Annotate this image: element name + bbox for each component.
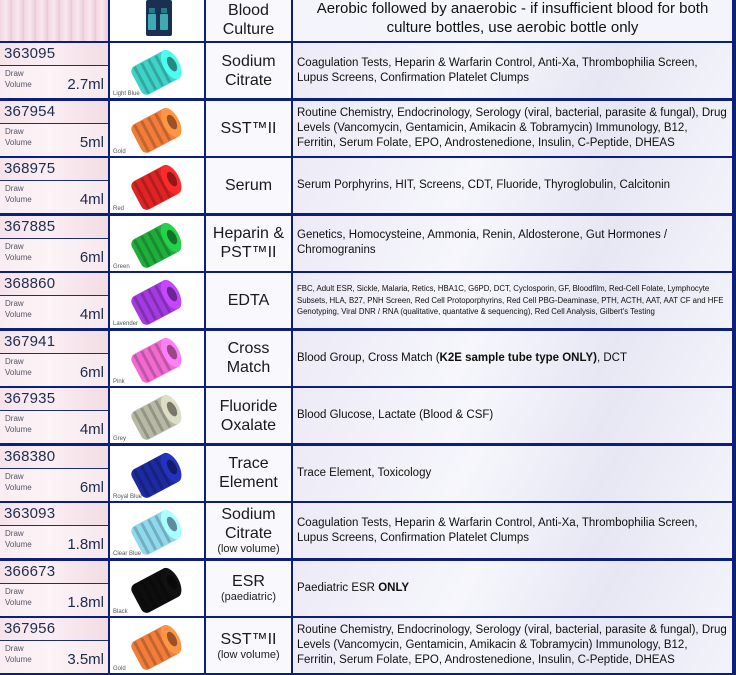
draw-volume-value: 4ml (79, 306, 104, 323)
code-cell (0, 273, 108, 328)
tube-name-cell (206, 503, 291, 558)
cap-color-name: Gold (113, 148, 126, 155)
tube-name-line: Sodium (221, 52, 276, 70)
draw-volume-label: Draw Volume (5, 471, 32, 492)
tube-name-cell (206, 618, 291, 673)
order-code: 363093 (4, 505, 56, 522)
tube-name-cell (206, 561, 291, 616)
code-cell (0, 101, 108, 156)
tube-cap-icon (122, 46, 192, 96)
tube-row (0, 503, 736, 560)
tube-name-cell (206, 331, 291, 386)
cap-color-name: Lavender (113, 321, 139, 327)
cap-color-name: Grey (113, 436, 127, 442)
tube-name-line: Heparin & (212, 225, 285, 242)
tube-cap-icon (122, 334, 192, 384)
code-cell (0, 618, 108, 673)
cap-color-name: Royal Blue (113, 493, 143, 500)
tube-name-line: Cross (227, 340, 270, 357)
draw-volume-label: Draw Volume (5, 69, 32, 89)
tube-name-line: SST™II (220, 119, 277, 137)
draw-volume-label: Draw Volume (5, 126, 32, 147)
code-cell (0, 388, 108, 443)
usage-text: Blood Group, Cross Match (K2E sample tube type ONLY), DCT (297, 351, 627, 364)
usage-text: Routine Chemistry, Endocrinology, Serology (viral, bacterial, parasite & fungal), Drug Levels (Vancomycin, Gentamicin, Amikacin & Tobramycin) Immunology, B12, Ferritin, Serum Folate, EPO, Androstenedione, Insulin, C-Peptide, DHEAS (297, 106, 727, 149)
code-cell (0, 331, 108, 386)
tube-cap-icon (122, 621, 192, 671)
draw-volume-value: 5ml (79, 133, 104, 151)
usage-cell (293, 43, 732, 98)
usage-text: Routine Chemistry, Endocrinology, Serology (viral, bacterial, parasite & fungal), Drug Levels (Vancomycin, Gentamicin, Amikacin & Tobramycin) Immunology, B12, Ferritin, Serum Folate, EPO, Androstenedione, Insulin, C-Peptide, DHEAS (297, 624, 727, 666)
draw-volume-value: 4ml (79, 191, 104, 208)
cap-cell (110, 273, 204, 328)
tube-name-line: Match (226, 359, 271, 376)
tube-name-line: Fluoride (219, 397, 278, 415)
usage-cell (293, 331, 732, 386)
draw-volume-box (0, 525, 108, 558)
tube-row (0, 561, 736, 618)
cap-cell (110, 503, 204, 558)
tube-cap-icon (122, 219, 192, 269)
usage-text: Paediatric ESR ONLY (297, 581, 410, 594)
tube-cap-icon (122, 276, 192, 326)
draw-volume-box (0, 180, 108, 213)
draw-volume-label: Draw Volume (5, 241, 32, 262)
tube-name-line: SST™II (220, 630, 277, 648)
usage-cell (293, 273, 732, 328)
usage-cell (293, 618, 732, 673)
usage-text: Aerobic followed by anaerobic - if insufficient blood for both culture bottles, use aerobic bottle only (316, 0, 709, 36)
cap-color-name: Light Blue (113, 91, 140, 97)
usage-cell (293, 101, 732, 156)
code-cell (0, 158, 108, 213)
usage-bold-text: K2E sample tube type ONLY) (439, 351, 597, 364)
order-code: 363095 (4, 45, 56, 62)
tube-row (0, 331, 736, 388)
tube-name-line: Culture (222, 21, 275, 38)
tube-name-line: Element (219, 474, 278, 491)
tube-row (0, 158, 736, 215)
draw-volume-label: Draw Volume (5, 356, 32, 377)
order-code: 367954 (4, 102, 56, 120)
tube-row (0, 388, 736, 445)
draw-volume-value: 6ml (79, 478, 104, 496)
draw-volume-label: Draw Volume (5, 414, 32, 434)
usage-text: Trace Element, Toxicology (297, 466, 432, 479)
tube-name-sub: (low volume) (217, 543, 280, 555)
draw-volume-label: Draw Volume (5, 644, 32, 664)
draw-volume-box (0, 410, 108, 443)
draw-volume-label: Draw Volume (5, 299, 32, 319)
draw-volume-box (0, 640, 108, 673)
usage-cell (293, 503, 732, 558)
cap-cell (110, 561, 204, 616)
cap-cell (110, 158, 204, 213)
tube-name-sub: (paediatric) (220, 591, 277, 603)
usage-cell (293, 0, 732, 41)
code-cell (0, 446, 108, 501)
tube-cap-icon (122, 449, 192, 499)
cap-cell (110, 43, 204, 98)
draw-volume-box (0, 583, 108, 616)
usage-cell (293, 446, 732, 501)
order-code: 366673 (4, 562, 56, 580)
order-code: 368975 (4, 160, 56, 177)
tube-cap-icon (122, 161, 192, 211)
tube-name-line: Citrate (224, 71, 273, 89)
tube-cap-icon (122, 104, 192, 154)
blood-culture-row (0, 0, 736, 41)
draw-volume-box (0, 65, 108, 98)
tube-name-line: Blood (228, 2, 269, 19)
tube-name-line: Trace (228, 455, 269, 472)
tube-name-sub: (low volume) (217, 648, 280, 661)
usage-text: Coagulation Tests, Heparin & Warfarin Control, Anti-Xa, Thrombophilia Screen, Lupus Screens, Confirmation Platelet Clumps (297, 56, 698, 84)
tube-row (0, 43, 736, 100)
tube-row (0, 618, 736, 675)
tube-name-line: PST™II (220, 244, 277, 261)
bottle-cell (110, 0, 204, 41)
code-cell (0, 43, 108, 98)
draw-volume-label: Draw Volume (5, 184, 32, 204)
usage-text: Genetics, Homocysteine, Ammonia, Renin, Aldosterone, Gut Hormones / Chromogranins (297, 229, 668, 256)
tube-cap-icon (122, 564, 192, 614)
tube-name-cell (206, 43, 291, 98)
tube-name-line: ESR (232, 573, 265, 590)
draw-volume-value: 4ml (79, 421, 104, 438)
tube-row (0, 273, 736, 330)
code-cell (0, 503, 108, 558)
code-cell (0, 561, 108, 616)
usage-text: Serum Porphyrins, HIT, Screens, CDT, Fluoride, Thyroglobulin, Calcitonin (297, 179, 671, 191)
cap-cell (110, 446, 204, 501)
usage-text: Coagulation Tests, Heparin & Warfarin Control, Anti-Xa, Thrombophilia Screen, Lupus Screens, Confirmation Platelet Clumps (297, 516, 698, 544)
draw-volume-box (0, 295, 108, 328)
draw-volume-value: 1.8ml (67, 536, 104, 553)
order-code: 368860 (4, 275, 56, 292)
tube-row (0, 216, 736, 273)
cap-color-name: Pink (113, 378, 125, 385)
tube-name-cell (206, 0, 291, 41)
cap-color-name: Green (113, 263, 130, 270)
order-code: 367956 (4, 620, 56, 637)
cap-cell (110, 101, 204, 156)
usage-text: Blood Glucose, Lactate (Blood & CSF) (297, 409, 494, 421)
usage-cell (293, 561, 732, 616)
draw-volume-value: 6ml (79, 363, 104, 381)
order-code: 367941 (4, 332, 56, 350)
tube-cap-icon (122, 506, 192, 556)
usage-bold-text: ONLY (378, 581, 410, 594)
cap-color-name: Clear Blue (113, 551, 142, 557)
tube-name-cell (206, 446, 291, 501)
draw-volume-value: 1.8ml (67, 593, 104, 611)
usage-cell (293, 216, 732, 271)
draw-volume-box (0, 123, 108, 156)
cap-cell (110, 618, 204, 673)
code-cell (0, 216, 108, 271)
draw-volume-box (0, 238, 108, 271)
tube-name-cell (206, 216, 291, 271)
tube-name-line: Citrate (224, 525, 273, 542)
order-code: 367935 (4, 390, 56, 407)
tube-name-cell (206, 388, 291, 443)
draw-volume-box (0, 468, 108, 501)
draw-volume-value: 2.7ml (67, 76, 104, 93)
draw-volume-value: 3.5ml (67, 651, 104, 668)
cap-cell (110, 388, 204, 443)
cap-color-name: Gold (113, 666, 126, 672)
tube-name-cell (206, 101, 291, 156)
draw-volume-value: 6ml (79, 248, 104, 266)
cap-color-name: Black (113, 608, 128, 615)
tube-name-line: Sodium (221, 506, 276, 523)
usage-text: FBC, Adult ESR, Sickle, Malaria, Retics, HBA1C, G6PD, DCT, Cyclosporin, GF, Bloodfilm, Red-Cell Folate, Lymphocyte Subsets, HLA, B27, PNH Screen, Red Cell Protoporphyrins, Red Cell PBG-Deaminase, PTH, ACTH, AAT, AAT CF and HFE Genotyping, Viral DNR / RNA (qualitative, quantative & sequencing), Red Cell Analysis, Gilbert's Testing (297, 284, 724, 317)
tube-name-cell (206, 273, 291, 328)
culture-bottle-icon (110, 0, 204, 41)
tube-name-cell (206, 158, 291, 213)
cap-cell (110, 216, 204, 271)
tube-name-line: Oxalate (220, 416, 277, 434)
order-code: 367885 (4, 217, 56, 235)
draw-volume-box (0, 353, 108, 386)
tube-cap-icon (122, 391, 192, 441)
tube-row (0, 101, 736, 158)
code-cell (0, 0, 108, 41)
draw-volume-label: Draw Volume (5, 529, 32, 549)
cap-cell (110, 331, 204, 386)
tube-name-line: EDTA (227, 292, 270, 309)
usage-cell (293, 388, 732, 443)
cap-color-name: Red (113, 206, 125, 212)
tube-row (0, 446, 736, 503)
usage-cell (293, 158, 732, 213)
order-code: 368380 (4, 447, 56, 465)
draw-volume-label: Draw Volume (5, 586, 32, 607)
tube-name-line: Serum (224, 177, 273, 194)
